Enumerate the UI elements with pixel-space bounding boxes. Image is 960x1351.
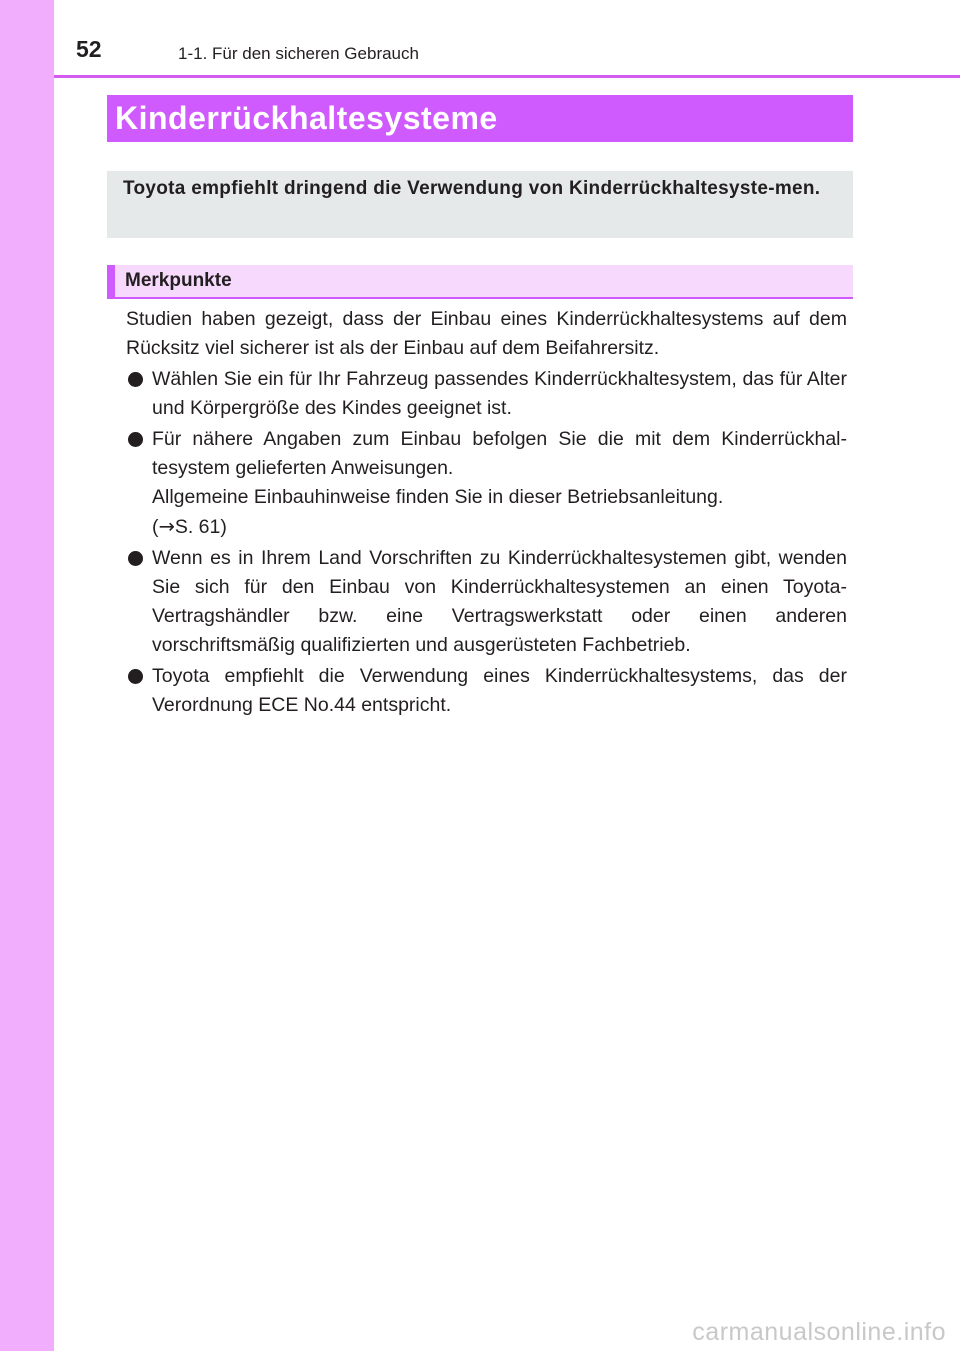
side-tab-strip <box>0 0 54 1351</box>
bullet-text: Wenn es in Ihrem Land Vorschriften zu Kinderrückhaltesystemen gibt, wenden Sie sich für den Einbau von Kinderrückhaltesystemen an einen Toyota-Vertragshändler bzw. eine Vertragswerkstatt oder einen anderen vorschriftsmäßig qualifizierten und ausgerüsteten Fachbetrieb. <box>152 547 847 656</box>
ref-text: S. 61) <box>174 516 227 538</box>
bullet-text: Für nähere Angaben zum Einbau befolgen Sie die mit dem Kinderrückhal-tesystem gelieferten Anweisungen. <box>152 428 847 479</box>
intro-box <box>107 171 853 238</box>
page-title: Kinderrückhaltesysteme <box>115 100 498 136</box>
list-item <box>126 365 847 423</box>
bullet-extra-text: Allgemeine Einbauhinweise finden Sie in dieser Betriebsanleitung. <box>152 486 724 508</box>
list-item <box>126 544 847 660</box>
list-item <box>126 662 847 720</box>
bullet-icon <box>128 551 143 566</box>
arrow-right-icon: → <box>158 515 175 538</box>
intro-text: Toyota empfiehlt dringend die Verwendung von Kinderrückhaltesyste-men. <box>123 178 821 199</box>
bullet-text: Wählen Sie ein für Ihr Fahrzeug passendes Kinderrückhaltesystem, das für Alter und Körpergröße des Kindes geeignet ist. <box>152 368 847 419</box>
title-bar <box>107 95 853 142</box>
ref-open: ( <box>152 516 159 538</box>
section-heading: Merkpunkte <box>125 270 232 291</box>
header-rule <box>54 75 960 78</box>
lead-paragraph: Studien haben gezeigt, dass der Einbau eines Kinderrückhaltesystems auf dem Rücksitz viel sicherer ist als der Einbau auf dem Beifahrersitz. <box>126 308 847 359</box>
section-content <box>126 305 847 720</box>
section-heading-bar <box>107 265 853 299</box>
list-item <box>126 425 847 542</box>
running-head: 1-1. Für den sicheren Gebrauch <box>178 44 419 63</box>
bullet-icon <box>128 669 143 684</box>
page-reference[interactable] <box>152 512 847 542</box>
bullet-text: Toyota empfiehlt die Verwendung eines Kinderrückhaltesystems, das der Verordnung ECE No.44 entspricht. <box>152 665 847 716</box>
page-number: 52 <box>76 36 102 62</box>
bullet-icon <box>128 372 143 387</box>
bullet-icon <box>128 432 143 447</box>
watermark: carmanualsonline.info <box>692 1318 946 1346</box>
